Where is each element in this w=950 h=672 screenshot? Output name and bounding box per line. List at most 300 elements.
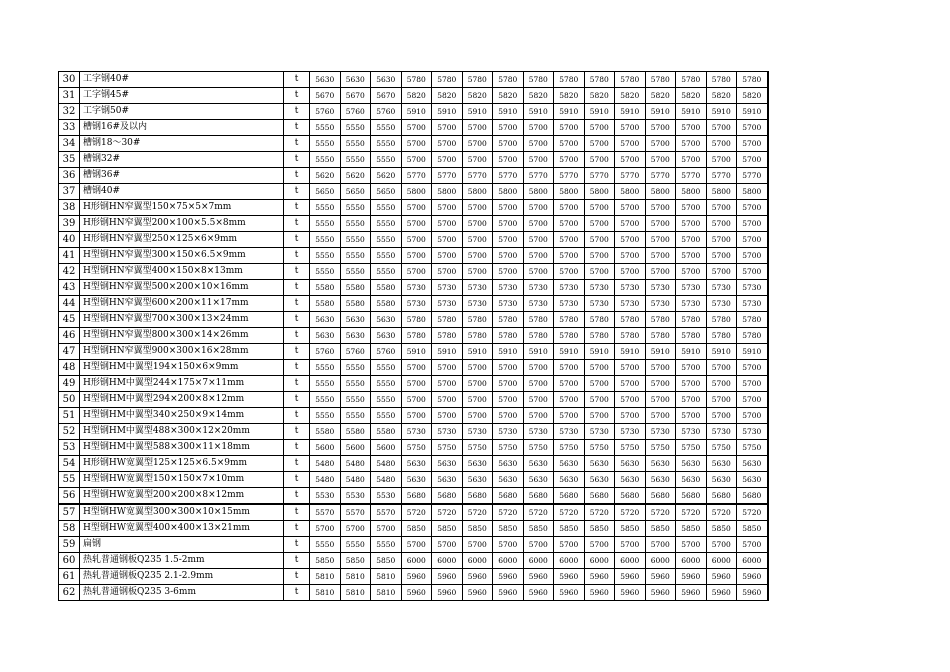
price-cell[interactable]: 5780 [584, 328, 615, 344]
price-cell[interactable]: 5720 [584, 504, 615, 521]
price-cell[interactable]: 5960 [584, 569, 615, 585]
item-name-cell[interactable]: H形钢HW宽翼型125×125×6.5×9mm [80, 456, 284, 472]
price-cell[interactable]: 5700 [554, 248, 585, 264]
item-name-cell[interactable]: 槽钢32# [80, 152, 284, 168]
price-cell[interactable]: 5960 [432, 585, 463, 601]
price-cell[interactable]: 5550 [340, 248, 371, 264]
row-number-cell[interactable]: 56 [59, 488, 80, 505]
price-cell[interactable]: 5700 [676, 120, 707, 136]
price-cell[interactable]: 5820 [432, 88, 463, 104]
price-cell[interactable]: 5630 [310, 328, 341, 344]
price-cell[interactable]: 5910 [401, 344, 432, 360]
price-cell[interactable]: 5730 [584, 280, 615, 296]
row-number-cell[interactable]: 49 [59, 376, 80, 392]
price-cell[interactable]: 5580 [371, 280, 402, 296]
unit-cell[interactable]: t [284, 280, 310, 296]
unit-cell[interactable]: t [284, 296, 310, 312]
price-cell[interactable]: 5730 [706, 424, 737, 440]
price-cell[interactable]: 5700 [371, 521, 402, 537]
price-cell[interactable]: 5780 [615, 312, 646, 328]
price-cell[interactable]: 5550 [340, 136, 371, 152]
price-cell[interactable]: 5910 [737, 344, 768, 360]
price-cell[interactable]: 5550 [310, 136, 341, 152]
price-cell[interactable]: 5700 [676, 392, 707, 408]
price-cell[interactable]: 5700 [737, 232, 768, 248]
price-cell[interactable]: 5750 [432, 440, 463, 456]
price-cell[interactable]: 5630 [737, 472, 768, 488]
row-number-cell[interactable]: 30 [59, 72, 80, 88]
price-cell[interactable]: 5700 [737, 360, 768, 376]
price-cell[interactable]: 6000 [706, 553, 737, 569]
item-name-cell[interactable]: H型钢HW宽翼型400×400×13×21mm [80, 521, 284, 537]
unit-cell[interactable]: t [284, 472, 310, 488]
price-cell[interactable]: 5700 [706, 392, 737, 408]
price-cell[interactable]: 6000 [523, 553, 554, 569]
price-cell[interactable]: 6000 [401, 553, 432, 569]
price-cell[interactable]: 5850 [401, 521, 432, 537]
price-cell[interactable]: 5670 [310, 88, 341, 104]
price-cell[interactable]: 6000 [645, 553, 676, 569]
row-number-cell[interactable]: 62 [59, 585, 80, 601]
unit-cell[interactable]: t [284, 248, 310, 264]
price-cell[interactable]: 5910 [493, 104, 524, 120]
price-cell[interactable]: 5800 [615, 184, 646, 200]
price-cell[interactable]: 5720 [523, 504, 554, 521]
price-cell[interactable]: 5730 [737, 424, 768, 440]
price-cell[interactable]: 5630 [554, 456, 585, 472]
price-cell[interactable]: 5720 [676, 504, 707, 521]
price-cell[interactable]: 5700 [615, 360, 646, 376]
unit-cell[interactable]: t [284, 264, 310, 280]
price-cell[interactable]: 5550 [340, 120, 371, 136]
price-cell[interactable]: 5620 [371, 168, 402, 184]
price-cell[interactable]: 5730 [493, 280, 524, 296]
price-cell[interactable]: 5910 [493, 344, 524, 360]
price-cell[interactable]: 5700 [554, 376, 585, 392]
item-name-cell[interactable]: 热轧普通钢板Q235 3-6mm [80, 585, 284, 601]
price-cell[interactable]: 5550 [340, 537, 371, 553]
price-cell[interactable]: 5760 [310, 344, 341, 360]
price-cell[interactable]: 5550 [340, 152, 371, 168]
price-cell[interactable]: 5720 [432, 504, 463, 521]
price-cell[interactable]: 5850 [523, 521, 554, 537]
price-cell[interactable]: 5630 [401, 456, 432, 472]
price-cell[interactable]: 5910 [584, 344, 615, 360]
price-cell[interactable]: 5700 [706, 136, 737, 152]
price-cell[interactable]: 5730 [584, 424, 615, 440]
price-cell[interactable]: 5730 [676, 424, 707, 440]
price-cell[interactable]: 5550 [340, 200, 371, 216]
price-cell[interactable]: 5700 [676, 232, 707, 248]
price-cell[interactable]: 5700 [676, 376, 707, 392]
price-cell[interactable]: 5700 [737, 120, 768, 136]
price-cell[interactable]: 5720 [462, 504, 493, 521]
price-cell[interactable]: 5720 [737, 504, 768, 521]
price-cell[interactable]: 5730 [645, 424, 676, 440]
row-number-cell[interactable]: 44 [59, 296, 80, 312]
price-cell[interactable]: 5780 [462, 328, 493, 344]
price-cell[interactable]: 5700 [615, 216, 646, 232]
price-cell[interactable]: 5800 [493, 184, 524, 200]
price-cell[interactable]: 5730 [401, 296, 432, 312]
price-cell[interactable]: 5550 [310, 152, 341, 168]
price-cell[interactable]: 5630 [371, 72, 402, 88]
price-cell[interactable]: 5910 [462, 344, 493, 360]
unit-cell[interactable]: t [284, 456, 310, 472]
price-cell[interactable]: 5730 [523, 280, 554, 296]
price-cell[interactable]: 5780 [645, 72, 676, 88]
price-cell[interactable]: 5700 [676, 248, 707, 264]
item-name-cell[interactable]: H型钢HM中翼型194×150×6×9mm [80, 360, 284, 376]
price-cell[interactable]: 5820 [493, 88, 524, 104]
unit-cell[interactable]: t [284, 569, 310, 585]
price-cell[interactable]: 5550 [371, 537, 402, 553]
price-cell[interactable]: 5910 [737, 104, 768, 120]
item-name-cell[interactable]: H形钢HN窄翼型150×75×5×7mm [80, 200, 284, 216]
price-cell[interactable]: 5700 [554, 200, 585, 216]
row-number-cell[interactable]: 31 [59, 88, 80, 104]
price-cell[interactable]: 5780 [645, 312, 676, 328]
price-cell[interactable]: 5730 [432, 424, 463, 440]
price-cell[interactable]: 5720 [706, 504, 737, 521]
price-cell[interactable]: 5780 [401, 72, 432, 88]
row-number-cell[interactable]: 60 [59, 553, 80, 569]
price-cell[interactable]: 5570 [371, 504, 402, 521]
price-cell[interactable]: 5730 [615, 280, 646, 296]
row-number-cell[interactable]: 61 [59, 569, 80, 585]
price-cell[interactable]: 5630 [340, 312, 371, 328]
item-name-cell[interactable]: H型钢HW宽翼型150×150×7×10mm [80, 472, 284, 488]
unit-cell[interactable]: t [284, 521, 310, 537]
price-cell[interactable]: 5550 [371, 216, 402, 232]
price-cell[interactable]: 5960 [615, 569, 646, 585]
price-cell[interactable]: 5700 [523, 136, 554, 152]
price-cell[interactable]: 5760 [340, 344, 371, 360]
price-cell[interactable]: 6000 [554, 553, 585, 569]
price-cell[interactable]: 5700 [493, 232, 524, 248]
price-cell[interactable]: 5780 [554, 72, 585, 88]
price-cell[interactable]: 5820 [645, 88, 676, 104]
price-cell[interactable]: 5680 [645, 488, 676, 505]
item-name-cell[interactable]: 槽钢40# [80, 184, 284, 200]
price-cell[interactable]: 5700 [737, 408, 768, 424]
price-cell[interactable]: 5960 [401, 585, 432, 601]
price-cell[interactable]: 5960 [645, 569, 676, 585]
price-cell[interactable]: 5760 [340, 104, 371, 120]
price-cell[interactable]: 5780 [493, 328, 524, 344]
price-cell[interactable]: 5480 [310, 472, 341, 488]
price-cell[interactable]: 5700 [676, 216, 707, 232]
price-cell[interactable]: 5810 [371, 569, 402, 585]
price-cell[interactable]: 5550 [310, 248, 341, 264]
price-cell[interactable]: 5780 [645, 328, 676, 344]
price-cell[interactable]: 5910 [706, 104, 737, 120]
price-cell[interactable]: 5550 [310, 216, 341, 232]
price-cell[interactable]: 5850 [706, 521, 737, 537]
row-number-cell[interactable]: 57 [59, 504, 80, 521]
item-name-cell[interactable]: 热轧普通钢板Q235 2.1-2.9mm [80, 569, 284, 585]
price-cell[interactable]: 5550 [371, 120, 402, 136]
price-cell[interactable]: 5800 [401, 184, 432, 200]
price-cell[interactable]: 5700 [401, 248, 432, 264]
price-cell[interactable]: 5700 [584, 248, 615, 264]
price-cell[interactable]: 5780 [706, 72, 737, 88]
unit-cell[interactable]: t [284, 392, 310, 408]
price-cell[interactable]: 5630 [615, 456, 646, 472]
row-number-cell[interactable]: 35 [59, 152, 80, 168]
price-cell[interactable]: 5700 [401, 537, 432, 553]
price-cell[interactable]: 5700 [523, 216, 554, 232]
price-cell[interactable]: 5820 [523, 88, 554, 104]
price-cell[interactable]: 5780 [584, 312, 615, 328]
price-cell[interactable]: 5530 [371, 488, 402, 505]
price-cell[interactable]: 5850 [584, 521, 615, 537]
price-cell[interactable]: 5960 [554, 585, 585, 601]
price-cell[interactable]: 5550 [310, 537, 341, 553]
price-cell[interactable]: 5730 [737, 280, 768, 296]
price-cell[interactable]: 5700 [737, 152, 768, 168]
price-cell[interactable]: 5820 [554, 88, 585, 104]
item-name-cell[interactable]: H型钢HN窄翼型300×150×6.5×9mm [80, 248, 284, 264]
price-cell[interactable]: 5700 [523, 232, 554, 248]
price-cell[interactable]: 5750 [645, 440, 676, 456]
price-cell[interactable]: 5700 [432, 376, 463, 392]
price-cell[interactable]: 5700 [615, 136, 646, 152]
price-cell[interactable]: 5680 [584, 488, 615, 505]
item-name-cell[interactable]: H型钢HW宽翼型200×200×8×12mm [80, 488, 284, 505]
unit-cell[interactable]: t [284, 408, 310, 424]
price-cell[interactable]: 5700 [401, 408, 432, 424]
price-cell[interactable]: 5700 [462, 537, 493, 553]
price-cell[interactable]: 5700 [615, 120, 646, 136]
price-cell[interactable]: 5780 [401, 312, 432, 328]
price-cell[interactable]: 5700 [493, 152, 524, 168]
price-cell[interactable]: 5780 [401, 328, 432, 344]
row-number-cell[interactable]: 33 [59, 120, 80, 136]
price-cell[interactable]: 5550 [340, 392, 371, 408]
price-cell[interactable]: 5700 [432, 152, 463, 168]
price-cell[interactable]: 5700 [584, 120, 615, 136]
price-cell[interactable]: 5700 [615, 232, 646, 248]
row-number-cell[interactable]: 58 [59, 521, 80, 537]
price-cell[interactable]: 5700 [462, 248, 493, 264]
price-cell[interactable]: 5810 [310, 585, 341, 601]
price-cell[interactable]: 5770 [462, 168, 493, 184]
price-cell[interactable]: 5480 [310, 456, 341, 472]
unit-cell[interactable]: t [284, 537, 310, 553]
price-cell[interactable]: 5700 [584, 537, 615, 553]
price-cell[interactable]: 5630 [371, 312, 402, 328]
price-cell[interactable]: 5910 [584, 104, 615, 120]
price-cell[interactable]: 5750 [737, 440, 768, 456]
price-cell[interactable]: 5700 [462, 152, 493, 168]
item-name-cell[interactable]: H型钢HM中翼型340×250×9×14mm [80, 408, 284, 424]
price-cell[interactable]: 5700 [554, 120, 585, 136]
price-cell[interactable]: 5700 [493, 408, 524, 424]
price-cell[interactable]: 5700 [493, 264, 524, 280]
row-number-cell[interactable]: 51 [59, 408, 80, 424]
price-cell[interactable]: 5700 [706, 360, 737, 376]
price-cell[interactable]: 5580 [371, 296, 402, 312]
price-cell[interactable]: 5850 [676, 521, 707, 537]
price-cell[interactable]: 5570 [340, 504, 371, 521]
price-cell[interactable]: 5700 [554, 360, 585, 376]
price-cell[interactable]: 5700 [584, 376, 615, 392]
price-cell[interactable]: 5910 [523, 344, 554, 360]
price-cell[interactable]: 5550 [340, 360, 371, 376]
price-cell[interactable]: 5630 [554, 472, 585, 488]
price-cell[interactable]: 5780 [493, 312, 524, 328]
price-cell[interactable]: 5750 [462, 440, 493, 456]
price-cell[interactable]: 5700 [737, 216, 768, 232]
price-cell[interactable]: 5700 [432, 408, 463, 424]
price-cell[interactable]: 5700 [462, 120, 493, 136]
price-cell[interactable]: 5700 [554, 392, 585, 408]
price-cell[interactable]: 5580 [371, 424, 402, 440]
price-cell[interactable]: 5780 [737, 72, 768, 88]
price-cell[interactable]: 5960 [706, 585, 737, 601]
price-cell[interactable]: 5960 [462, 569, 493, 585]
price-cell[interactable]: 5730 [676, 296, 707, 312]
price-cell[interactable]: 5730 [493, 424, 524, 440]
price-cell[interactable]: 5780 [615, 328, 646, 344]
price-cell[interactable]: 5550 [371, 408, 402, 424]
price-cell[interactable]: 5780 [676, 72, 707, 88]
row-number-cell[interactable]: 38 [59, 200, 80, 216]
price-cell[interactable]: 5550 [310, 408, 341, 424]
price-cell[interactable]: 5700 [645, 216, 676, 232]
item-name-cell[interactable]: H型钢HN窄翼型400×150×8×13mm [80, 264, 284, 280]
price-cell[interactable]: 5700 [493, 120, 524, 136]
price-cell[interactable]: 5570 [310, 504, 341, 521]
price-cell[interactable]: 5700 [493, 537, 524, 553]
price-cell[interactable]: 5630 [432, 456, 463, 472]
price-cell[interactable]: 5630 [432, 472, 463, 488]
price-cell[interactable]: 5730 [523, 424, 554, 440]
price-cell[interactable]: 5700 [554, 264, 585, 280]
row-number-cell[interactable]: 46 [59, 328, 80, 344]
price-cell[interactable]: 5750 [706, 440, 737, 456]
row-number-cell[interactable]: 52 [59, 424, 80, 440]
price-cell[interactable]: 5780 [432, 72, 463, 88]
price-cell[interactable]: 5550 [310, 392, 341, 408]
price-cell[interactable]: 5700 [706, 152, 737, 168]
price-cell[interactable]: 5700 [462, 392, 493, 408]
price-cell[interactable]: 5750 [493, 440, 524, 456]
price-cell[interactable]: 5700 [523, 537, 554, 553]
price-cell[interactable]: 5850 [310, 553, 341, 569]
price-cell[interactable]: 5700 [737, 537, 768, 553]
price-cell[interactable]: 5730 [523, 296, 554, 312]
price-cell[interactable]: 5650 [340, 184, 371, 200]
price-cell[interactable]: 5910 [432, 344, 463, 360]
unit-cell[interactable]: t [284, 216, 310, 232]
price-cell[interactable]: 5550 [371, 152, 402, 168]
item-name-cell[interactable]: H型钢HW宽翼型300×300×10×15mm [80, 504, 284, 521]
price-cell[interactable]: 5700 [615, 392, 646, 408]
price-cell[interactable]: 5780 [554, 312, 585, 328]
price-cell[interactable]: 5850 [432, 521, 463, 537]
price-cell[interactable]: 5800 [432, 184, 463, 200]
price-cell[interactable]: 5630 [706, 472, 737, 488]
price-cell[interactable]: 5550 [371, 264, 402, 280]
price-cell[interactable]: 5550 [371, 232, 402, 248]
price-cell[interactable]: 5700 [493, 136, 524, 152]
price-cell[interactable]: 5760 [371, 104, 402, 120]
price-cell[interactable]: 5700 [523, 376, 554, 392]
price-cell[interactable]: 5730 [432, 296, 463, 312]
price-cell[interactable]: 5600 [310, 440, 341, 456]
price-cell[interactable]: 5700 [676, 408, 707, 424]
item-name-cell[interactable]: 槽钢18～30# [80, 136, 284, 152]
price-cell[interactable]: 5700 [676, 264, 707, 280]
price-cell[interactable]: 5960 [676, 585, 707, 601]
price-cell[interactable]: 5780 [462, 312, 493, 328]
price-cell[interactable]: 5700 [523, 120, 554, 136]
price-cell[interactable]: 5820 [615, 88, 646, 104]
price-cell[interactable]: 5960 [615, 585, 646, 601]
price-cell[interactable]: 5730 [584, 296, 615, 312]
price-cell[interactable]: 5800 [523, 184, 554, 200]
unit-cell[interactable]: t [284, 585, 310, 601]
price-cell[interactable]: 5960 [554, 569, 585, 585]
row-number-cell[interactable]: 48 [59, 360, 80, 376]
price-cell[interactable]: 5700 [401, 264, 432, 280]
price-cell[interactable]: 5700 [584, 264, 615, 280]
price-cell[interactable]: 5600 [340, 440, 371, 456]
row-number-cell[interactable]: 50 [59, 392, 80, 408]
price-cell[interactable]: 5720 [401, 504, 432, 521]
item-name-cell[interactable]: 工字钢40# [80, 72, 284, 88]
item-name-cell[interactable]: H型钢HN窄翼型900×300×16×28mm [80, 344, 284, 360]
unit-cell[interactable]: t [284, 424, 310, 440]
price-cell[interactable]: 5630 [310, 312, 341, 328]
price-cell[interactable]: 5700 [706, 248, 737, 264]
price-cell[interactable]: 5700 [706, 537, 737, 553]
price-cell[interactable]: 5700 [432, 232, 463, 248]
price-cell[interactable]: 5630 [584, 456, 615, 472]
price-cell[interactable]: 5730 [462, 424, 493, 440]
price-cell[interactable]: 5700 [493, 376, 524, 392]
price-cell[interactable]: 5700 [645, 232, 676, 248]
price-cell[interactable]: 5630 [676, 472, 707, 488]
price-cell[interactable]: 5550 [310, 232, 341, 248]
unit-cell[interactable]: t [284, 232, 310, 248]
price-cell[interactable]: 5630 [493, 472, 524, 488]
row-number-cell[interactable]: 41 [59, 248, 80, 264]
price-cell[interactable]: 5800 [462, 184, 493, 200]
price-cell[interactable]: 5730 [401, 280, 432, 296]
price-cell[interactable]: 5480 [371, 456, 402, 472]
price-cell[interactable]: 5850 [340, 553, 371, 569]
price-cell[interactable]: 5700 [676, 152, 707, 168]
price-cell[interactable]: 5800 [554, 184, 585, 200]
price-cell[interactable]: 5730 [554, 296, 585, 312]
row-number-cell[interactable]: 36 [59, 168, 80, 184]
price-cell[interactable]: 5770 [432, 168, 463, 184]
price-cell[interactable]: 5910 [645, 104, 676, 120]
price-cell[interactable]: 5700 [462, 136, 493, 152]
price-cell[interactable]: 5700 [645, 376, 676, 392]
price-cell[interactable]: 5750 [615, 440, 646, 456]
price-cell[interactable]: 5780 [554, 328, 585, 344]
price-cell[interactable]: 5700 [523, 200, 554, 216]
price-cell[interactable]: 5700 [584, 392, 615, 408]
price-cell[interactable]: 5700 [432, 200, 463, 216]
price-cell[interactable]: 5780 [584, 72, 615, 88]
price-cell[interactable]: 5700 [310, 521, 341, 537]
price-cell[interactable]: 5620 [310, 168, 341, 184]
